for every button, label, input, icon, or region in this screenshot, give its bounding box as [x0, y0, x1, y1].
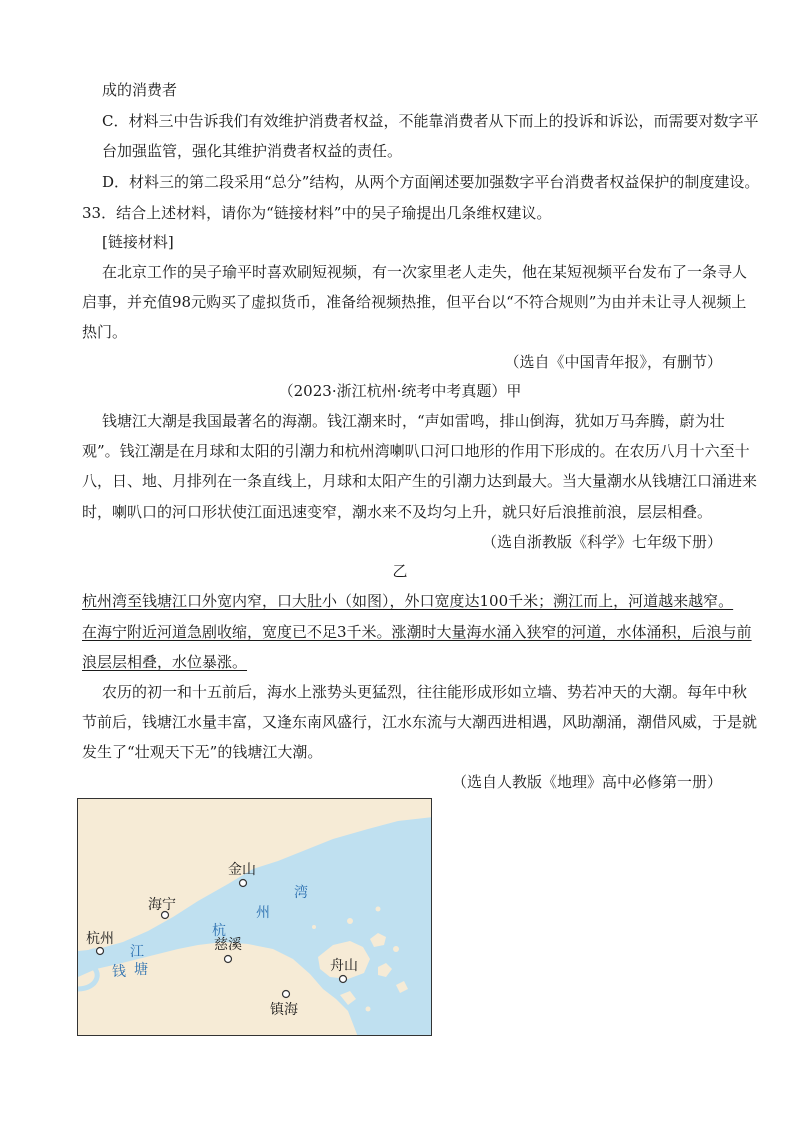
river-char: 塘 — [134, 962, 148, 978]
source-citation: （选自浙教版《科学》七年级下册） — [481, 533, 722, 551]
jinshan-label: 金山 — [228, 862, 256, 878]
zhoushan-label: 舟山 — [330, 958, 358, 974]
text-line: 成的消费者 — [102, 81, 178, 99]
source-citation: （选自《中国青年报》，有删节） — [504, 353, 722, 371]
text-line: 钱塘江大潮是我国最著名的海潮。钱江潮来时，“声如雷鸣，排山倒海，犹如万马奔腾，蔚为壮 — [102, 412, 725, 430]
hangzhou-label: 杭州 — [86, 931, 114, 947]
section-title-yi: 乙 — [392, 562, 408, 580]
option-c: C．材料三中告诉我们有效维护消费者权益，不能靠消费者从下而上的投诉和诉讼，而需要对数字平 — [102, 112, 759, 130]
underlined-text: 杭州湾至钱塘江口外宽内窄，口大肚小（如图），外口宽度达100千米；溯江而上，河道越来越窄。 — [82, 592, 734, 610]
hangzhou-marker — [97, 948, 104, 955]
underlined-text: 浪层层相叠，水位暴涨。 — [82, 653, 248, 671]
text-line: 观”。钱江潮是在月球和太阳的引潮力和杭州湾喇叭口河口地形的作用下形成的。在农历八月十六至十 — [82, 442, 750, 460]
text-line: 台加强监管，强化其维护消费者权益的责任。 — [102, 142, 403, 160]
text-line: 发生了“壮观天下无”的钱塘江大潮。 — [82, 743, 323, 761]
bay-char: 州 — [256, 905, 270, 921]
bay-char: 湾 — [294, 885, 308, 901]
question-33: 33．结合上述材料，请你为“链接材料”中的吴子瑜提出几条维权建议。 — [82, 204, 552, 222]
zhenhai-label: 镇海 — [270, 1002, 298, 1018]
zhenhai-marker — [283, 991, 290, 998]
jinshan-marker — [240, 880, 247, 887]
text-line: 农历的初一和十五前后，海水上涨势头更猛烈，往往能形成形如立墙、势若冲天的大潮。每年中秋 — [102, 683, 748, 701]
zhoushan-marker — [340, 976, 347, 983]
text-line: 节前后，钱塘江水量丰富，又逢东南风盛行，江水东流与大潮西进相遇，风助潮涌，潮借风威，于是就 — [82, 713, 758, 731]
link-material-heading: [链接材料] — [102, 233, 174, 251]
section-title-jia: （2023·浙江杭州·统考中考真题）甲 — [278, 382, 522, 400]
cixi-marker — [225, 956, 232, 963]
text-line: 热门。 — [82, 323, 128, 341]
text-line: 八，日、地、月排列在一条直线上，月球和太阳产生的引潮力达到最大。当大量潮水从钱塘江口涌进来 — [82, 472, 758, 490]
haining-label: 海宁 — [148, 897, 176, 913]
river-char: 江 — [130, 944, 144, 960]
option-d: D．材料三的第二段采用“总分”结构，从两个方面阐述要加强数字平台消费者权益保护的制度建设。 — [102, 173, 760, 191]
text-line: 在北京工作的吴子瑜平时喜欢刷短视频，有一次家里老人走失，他在某短视频平台发布了一条寻人 — [102, 263, 748, 281]
text-line: 启事，并充值98元购买了虚拟货币，准备给视频热推，但平台以“不符合规则”为由并未让寻人视频上 — [82, 293, 747, 311]
source-citation: （选自人教版《地理》高中必修第一册） — [451, 773, 722, 791]
hangzhou-bay-map — [77, 798, 432, 1036]
text-line: 时，喇叭口的河口形状使江面迅速变窄，潮水来不及均匀上升，就只好后浪推前浪，层层相叠。 — [82, 503, 713, 521]
underlined-text: 在海宁附近河道急剧收缩，宽度已不足3千米。涨潮时大量海水涌入狭窄的河道，水体涌积，后浪与前 — [82, 623, 752, 641]
river-char: 钱 — [112, 964, 126, 980]
bay-char: 杭 — [212, 923, 226, 939]
cixi-label: 慈溪 — [214, 937, 242, 953]
